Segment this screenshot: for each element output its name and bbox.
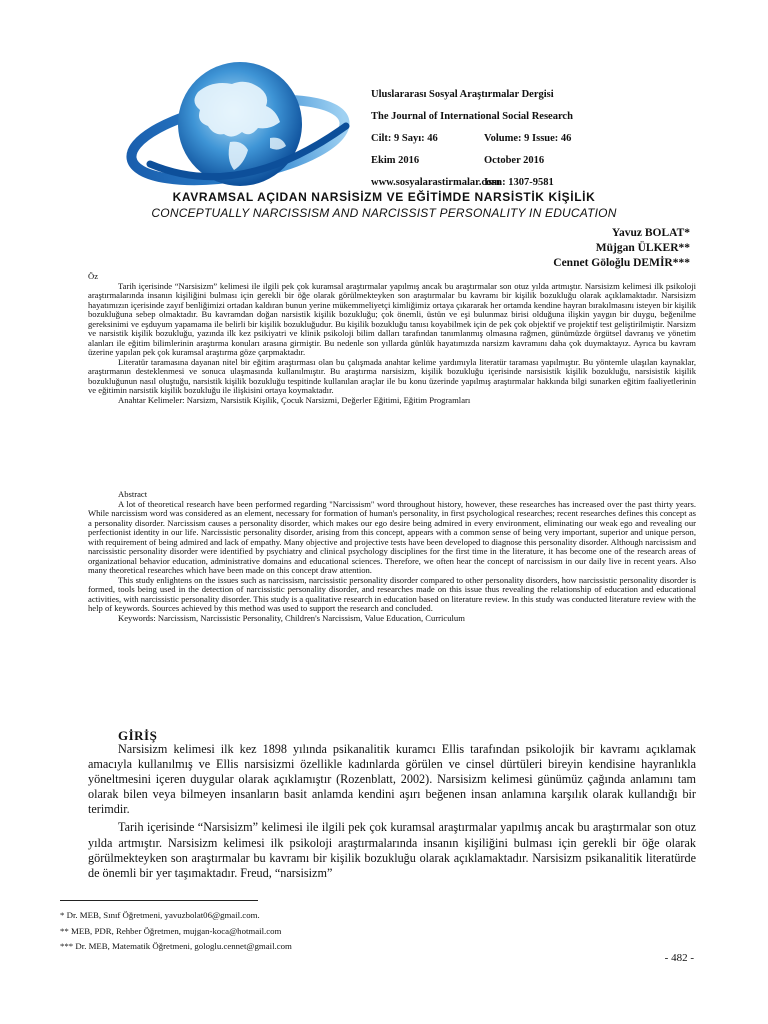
abstract-paragraph-1: A lot of theoretical research have been performed regarding "Narcissism" word throughout history, however, these researches has increased over the past thirty years. While narcissism word was considered as an element, necessary for formation of human's personality, in first psychological researches; recent researches defines this concept as a personality disorder. Narcissism causes a personality disorder, which makes our ego desire being admired in every environment, eliminating our weak ego and revealing our perfectionist identity in our life. Narcissistic personality disorder, arising from this concept, appears with a common sense of being very important, superior and unique person, with requirement of being admired and lack of empathy. Many objective and projective tests have been developed to diagnose this personality disorder. Although narcissism and narcissistic personality disorder were identified by psychiatry and clinical psychology disciplines for the first time in the literature, it has become one of the research areas of organizational behavior education, administrative domains and educational sciences. Therefore, we often hear the concept of narcissism in our daily live in recent years. Also many theoretical researches which have been made on this concept draw attention.: [88, 498, 696, 575]
journal-globe-logo: [120, 52, 360, 202]
journal-date-en: October 2016: [484, 155, 545, 166]
oz-paragraph-2: Literatür taramasına dayanan nitel bir eğitim araştırması olan bu çalışmada anahtar kelime yardımıyla literatür taraması yapılmıştır. Bu yöntemle ulaşılan kaynaklar, araştırmanın desteklenmesi ve sonuca ulaşmasında kullanılmıştır. Bu araştırma narsisizm, kişilik bozukluğu içerisinde narsisistik kişilik bozukluğu, narsisistik kişilik bozukluğunun nasıl oluştuğu, narsistik kişilik bozukluğu tespitinde kullanılan araçlar ile bu konu üzerinde yapılmış araştırmalar hakkında bilgi sunarken eğitim faaliyetlerinin ve eğitimin narsistik kişilik bozukluğu ile ilişkisini ortaya koymaktadır.: [88, 356, 696, 395]
author-3: Cennet Göloğlu DEMİR***: [553, 257, 690, 269]
abstract-keywords: Keywords: Narcissism, Narcissistic Personality, Children's Narcissism, Value Education, Curriculum: [118, 612, 465, 623]
author-1: Yavuz BOLAT*: [611, 227, 690, 239]
abstract-label: Abstract: [118, 489, 148, 499]
article-title-en: CONCEPTUALLY NARCISSISM AND NARCISSIST PERSONALITY IN EDUCATION: [151, 206, 617, 220]
journal-issn: Issn: 1307-9581: [484, 177, 554, 188]
section-heading: GİRİŞ: [118, 728, 158, 743]
journal-info: [371, 84, 573, 194]
footnote-2: ** MEB, PDR, Rehber Öğretmen, mujgan-koca@hotmail.com: [60, 925, 282, 936]
article-title-tr: KAVRAMSAL AÇIDAN NARSİSİZM VE EĞİTİMDE NARSİSTİK KİŞİLİK: [172, 190, 596, 204]
body-paragraph-2: Tarih içerisinde “Narsisizm” kelimesi ile ilgili pek çok kuramsal araştırmalar yapılmış ancak bu araştırmalar son otuz yılda artmıştır. Narsisizm kelimesi ilk psikoloji araştırmalarında insanın kişiliğini bulması için gerekli bir öğe olarak görülmekteyken son araştırmalar bu kavramı bir kişilik bozukluğu olarak açıklamaktadır. Narsisizm psikanalitik literatürde de önemli bir yer taşımaktadır. Freud, “narsisizm”: [88, 820, 696, 880]
footnotes: [60, 908, 292, 955]
footnote-divider: [60, 900, 258, 901]
author-list: [553, 226, 690, 271]
journal-volume-issue: Volume: 9 Issue: 46: [484, 133, 572, 144]
abstract-paragraph-2: This study enlightens on the issues such as narcissism, narcissistic personality disorder compared to other personality disorders, how narcissistic personality disorder is formed, tools being used in the detection of narcissistic personality disorder, and researches made on this issue thus revealing the relationship of education and educational activities, with narcissistic personality disorder. This study is a qualitative research in education based on literature review. In this study was conducted literature review with the help of keywords. Sources achieved by this method was used to support the research and concluded.: [88, 574, 696, 613]
oz-label: Öz: [88, 271, 99, 281]
author-2: Müjgan ÜLKER**: [595, 242, 690, 254]
journal-cilt-sayi: Cilt: 9 Sayı: 46: [371, 133, 438, 144]
journal-date-tr: Ekim 2016: [371, 155, 420, 166]
english-abstract: [88, 490, 696, 623]
turkish-abstract: [88, 272, 696, 405]
footnote-3: *** Dr. MEB, Matematik Öğretmeni, gologlu.cennet@gmail.com: [60, 941, 292, 951]
footnote-1: * Dr. MEB, Sınıf Öğretmeni, yavuzbolat06@gmail.com.: [60, 910, 260, 920]
oz-keywords: Anahtar Kelimeler: Narsizm, Narsistik Kişilik, Çocuk Narsizmi, Değerler Eğitimi, Eğitim Programları: [118, 394, 471, 405]
oz-paragraph-1: Tarih içerisinde “Narsisizm” kelimesi ile ilgili pek çok kuramsal araştırmalar yapılmış ancak bu araştırmalar son otuz yılda artmıştır. Narsisizm kelimesi ilk psikoloji araştırmalarında insanın kişiliğini bulması için gerekli bir öğe olarak görülmekteyken son araştırmalar bu kavramı bir kişilik bozukluğu olarak açıklamaktadır. Narsisizm hayatımızın içerisinde zayıf benliğimizi ortadan kaldıran bunun yerine mükemmeliyetçi kimliğimiz ortaya çıkararak her ortamda kendine hayran bırakılmasını isteyen bir kişilik bozukluğuna sebep olmaktadır. Bu kavramdan doğan narsistik kişilik bozukluğu; çok önemli, üstün ve eşi bulunmaz birisi olduğuna ilişkin yaygın bir duygu, beğenilme gereksinimi ve eşduyum yapamama ile belirli bir kişilik bozukluğudur. Bu kişilik bozukluğu tanısı koyabilmek için de pek çok objektif ve projektif test geliştirilmiştir. Narsizm ve narsistik kişilik bozukluğu, yazında ilk kez psikiyatri ve klinik psikoloji bilim dalları tarafından tanımlanmış olmasına rağmen, günümüzde örgütsel davranış ve yönetim alanları ile eğitim bilimlerinin araştırma konuları arasına girmiştir. Bu nedenle son yıllarda günlük hayatımızda narsizm kavramını daha çok duymaktayız. Ayrıca bu kavram üzerine yapılan pek çok kuramsal araştırma göze çarpmaktadır.: [88, 280, 696, 357]
body-paragraph-1: Narsisizm kelimesi ilk kez 1898 yılında psikanalitik kuramcı Ellis tarafından psikolojik bir kavramı açıklamak amacıyla kullanılmış ve Ellis narsisizmi özellikle kadınlarda görülen ve cinsel dürtüleri bireyin kendisine hayranlıkla yöneltmesini içeren duygular olarak açıklamıştır (Rozenblatt, 2002). Narsisizm kelimesi günümüz çağında anlamını tam olarak bilen veya bilmeyen insanların basit anlamda kendini aşırı beğenen insan anlamına karşılık olarak kullandığı bir terimdir.: [88, 742, 696, 817]
journal-website[interactable]: www.sosyalarastirmalar.com: [371, 177, 501, 188]
page-number: - 482 -: [664, 952, 694, 964]
journal-name-tr: Uluslararası Sosyal Araştırmalar Dergisi: [371, 89, 554, 100]
body-text: [88, 742, 696, 881]
journal-name-en: The Journal of International Social Research: [371, 111, 573, 122]
